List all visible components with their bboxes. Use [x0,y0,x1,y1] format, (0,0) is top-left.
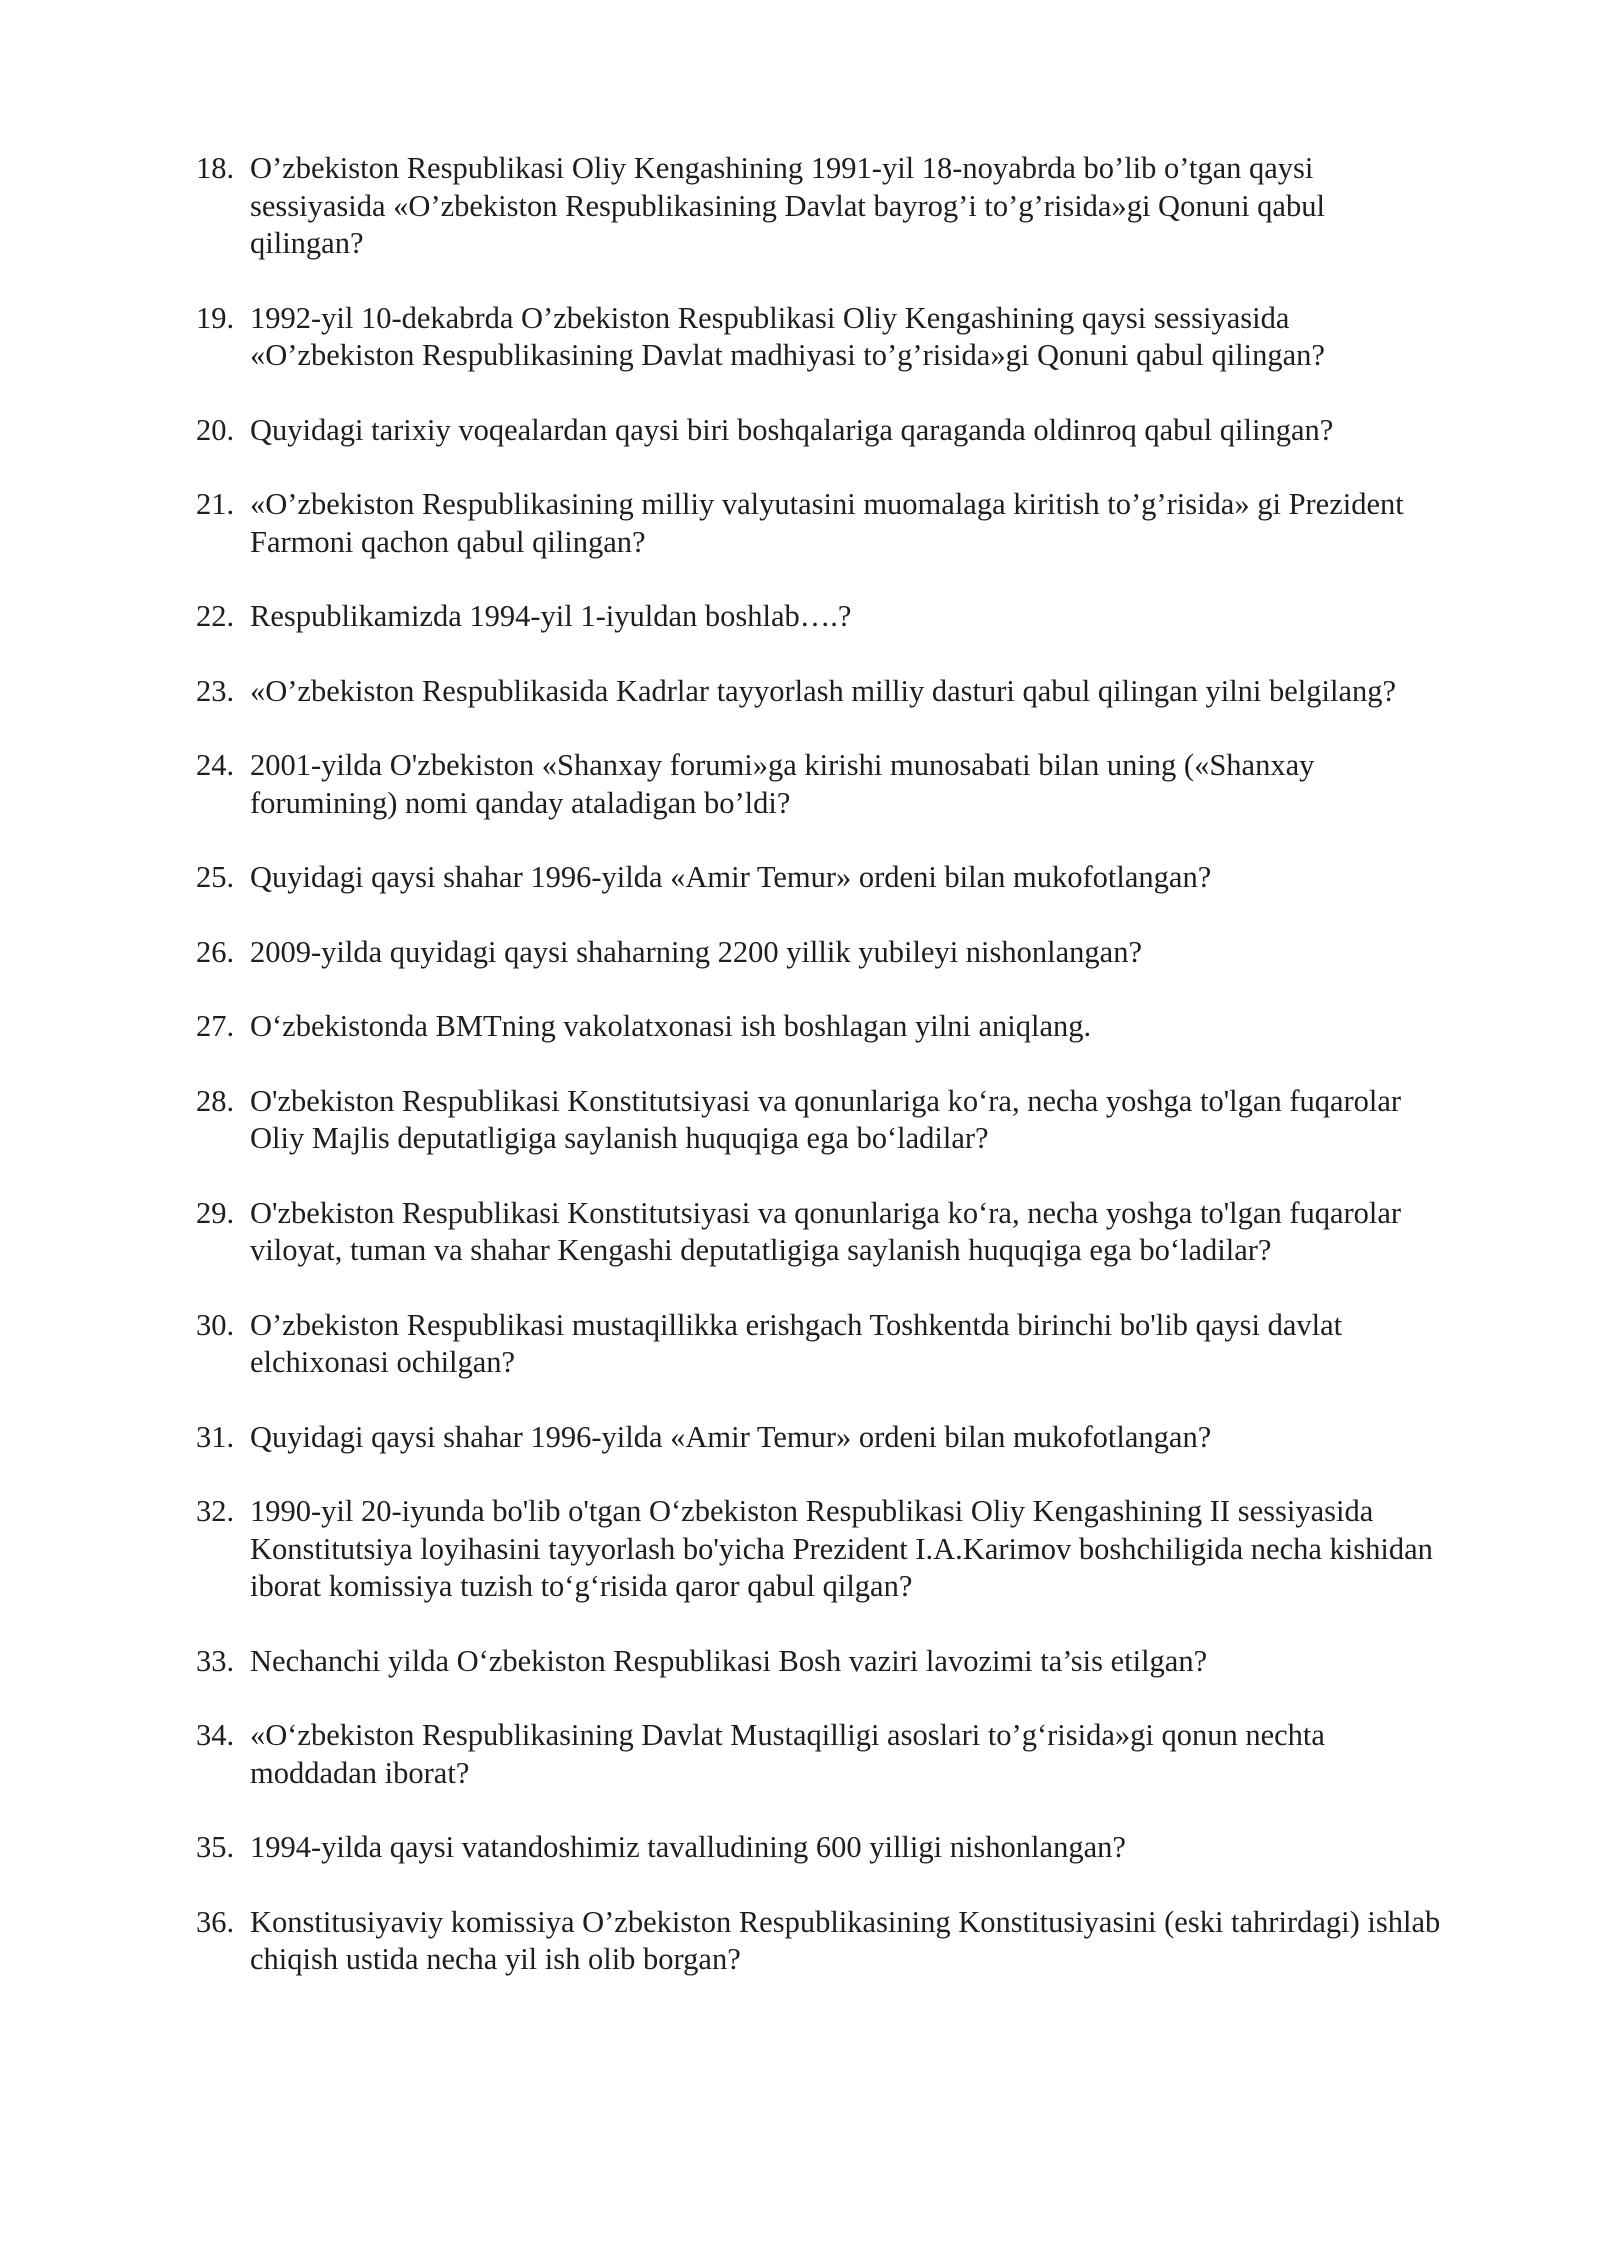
question-item [196,859,1446,897]
question-item [196,1904,1446,1979]
question-text: 2009-yilda quyidagi qaysi shaharning 2200 yillik yubileyi nishonlangan? [250,934,1142,969]
question-item [196,1195,1446,1270]
question-number: 32. [196,1494,235,1528]
question-item [196,747,1446,822]
question-number: 23. [196,673,235,708]
question-text: «O’zbekiston Respublikasining milliy valyutasini muomalaga kiritish to’g’risida» gi Prezident Farmoni qachon qabul qilingan? [250,487,1404,559]
question-text: 2001-yilda O'zbekiston «Shanxay forumi»ga kirishi munosabati bilan uning («Shanxay forumining) nomi qanday ataladigan bo’ldi? [250,748,1315,820]
question-number: 20. [196,412,235,447]
question-text: Respublikamizda 1994-yil 1-iyuldan boshlab….? [250,599,852,633]
question-number: 24. [196,748,235,782]
question-number: 26. [196,934,235,969]
question-text: Quyidagi qaysi shahar 1996-yilda «Amir Temur» ordeni bilan mukofotlangan? [250,1419,1212,1454]
question-item [196,150,1446,263]
question-item [196,1307,1446,1382]
question-item [196,1493,1446,1606]
question-item [196,300,1446,375]
question-item [196,1643,1446,1681]
question-item [196,1829,1446,1867]
question-number: 34. [196,1718,235,1752]
question-number: 27. [196,1009,235,1043]
question-item [196,934,1446,972]
question-number: 33. [196,1643,235,1678]
question-number: 22. [196,599,235,633]
question-number: 19. [196,300,235,335]
question-item [196,1083,1446,1158]
question-number: 31. [196,1419,235,1454]
question-item [196,673,1446,711]
question-text: «O‘zbekiston Respublikasining Davlat Mustaqilligi asoslari to’g‘risida»gi qonun nechta moddadan iborat? [250,1718,1325,1790]
question-text: Nechanchi yilda O‘zbekiston Respublikasi Bosh vaziri lavozimi ta’sis etilgan? [250,1643,1208,1678]
question-text: Quyidagi tarixiy voqealardan qaysi biri boshqalariga qaraganda oldinroq qabul qilingan? [250,412,1334,447]
question-number: 29. [196,1195,235,1230]
question-number: 28. [196,1083,235,1118]
question-number: 35. [196,1830,235,1864]
question-text: Konstitusiyaviy komissiya O’zbekiston Respublikasining Konstitusiyasini (eski tahrirdagi) ishlab chiqish ustida necha yil ish olib borgan? [250,1904,1441,1976]
question-text: O'zbekiston Respublikasi Konstitutsiyasi va qonunlariga ko‘ra, necha yoshga to'lgan fuqarolar viloyat, tuman va shahar Kengashi deputatligiga saylanish huquqiga ega bo‘ladilar? [250,1195,1402,1267]
question-item [196,598,1446,636]
question-text: O’zbekiston Respublikasi Oliy Kengashining 1991-yil 18-noyabrda bo’lib o’tgan qaysi sessiyasida «O’zbekiston Respublikasining Davlat bayrog’i to’g’risida»gi Qonuni qabul qilingan? [250,151,1325,260]
question-text: O‘zbekistonda BMTning vakolatxonasi ish boshlagan yilni aniqlang. [250,1009,1092,1043]
question-text: O'zbekiston Respublikasi Konstitutsiyasi va qonunlariga ko‘ra, necha yoshga to'lgan fuqarolar Oliy Majlis deputatligiga saylanish huquqiga ega bo‘ladilar? [250,1083,1402,1155]
question-item [196,1008,1446,1046]
question-text: «O’zbekiston Respublikasida Kadrlar tayyorlash milliy dasturi qabul qilingan yilni belgilang? [250,673,1397,708]
question-item [196,1419,1446,1457]
question-number: 18. [196,151,235,185]
question-text: 1992-yil 10-dekabrda O’zbekiston Respublikasi Oliy Kengashining qaysi sessiyasida «O’zbekiston Respublikasining Davlat madhiyasi to’g’risida»gi Qonuni qabul qilingan? [250,300,1325,372]
question-item [196,412,1446,450]
question-text: 1994-yilda qaysi vatandoshimiz tavalludining 600 yilligi nishonlangan? [250,1830,1126,1864]
question-number: 25. [196,860,235,894]
question-item [196,1717,1446,1792]
question-number: 36. [196,1904,235,1939]
question-text: 1990-yil 20-iyunda bo'lib o'tgan O‘zbekiston Respublikasi Oliy Kengashining II sessiyasida Konstitutsiya loyihasini tayyorlash bo'yicha Prezident I.A.Karimov boshchiligida necha kishidan iborat komissiya tuzish to‘g‘risida qaror qabul qilgan? [250,1494,1433,1603]
question-text: O’zbekiston Respublikasi mustaqillikka erishgach Toshkentda birinchi bo'lib qaysi davlat elchixonasi ochilgan? [250,1307,1343,1379]
question-number: 30. [196,1307,235,1342]
question-number: 21. [196,487,235,521]
question-list [196,150,1446,2016]
question-item [196,486,1446,561]
question-text: Quyidagi qaysi shahar 1996-yilda «Amir Temur» ordeni bilan mukofotlangan? [250,860,1212,894]
